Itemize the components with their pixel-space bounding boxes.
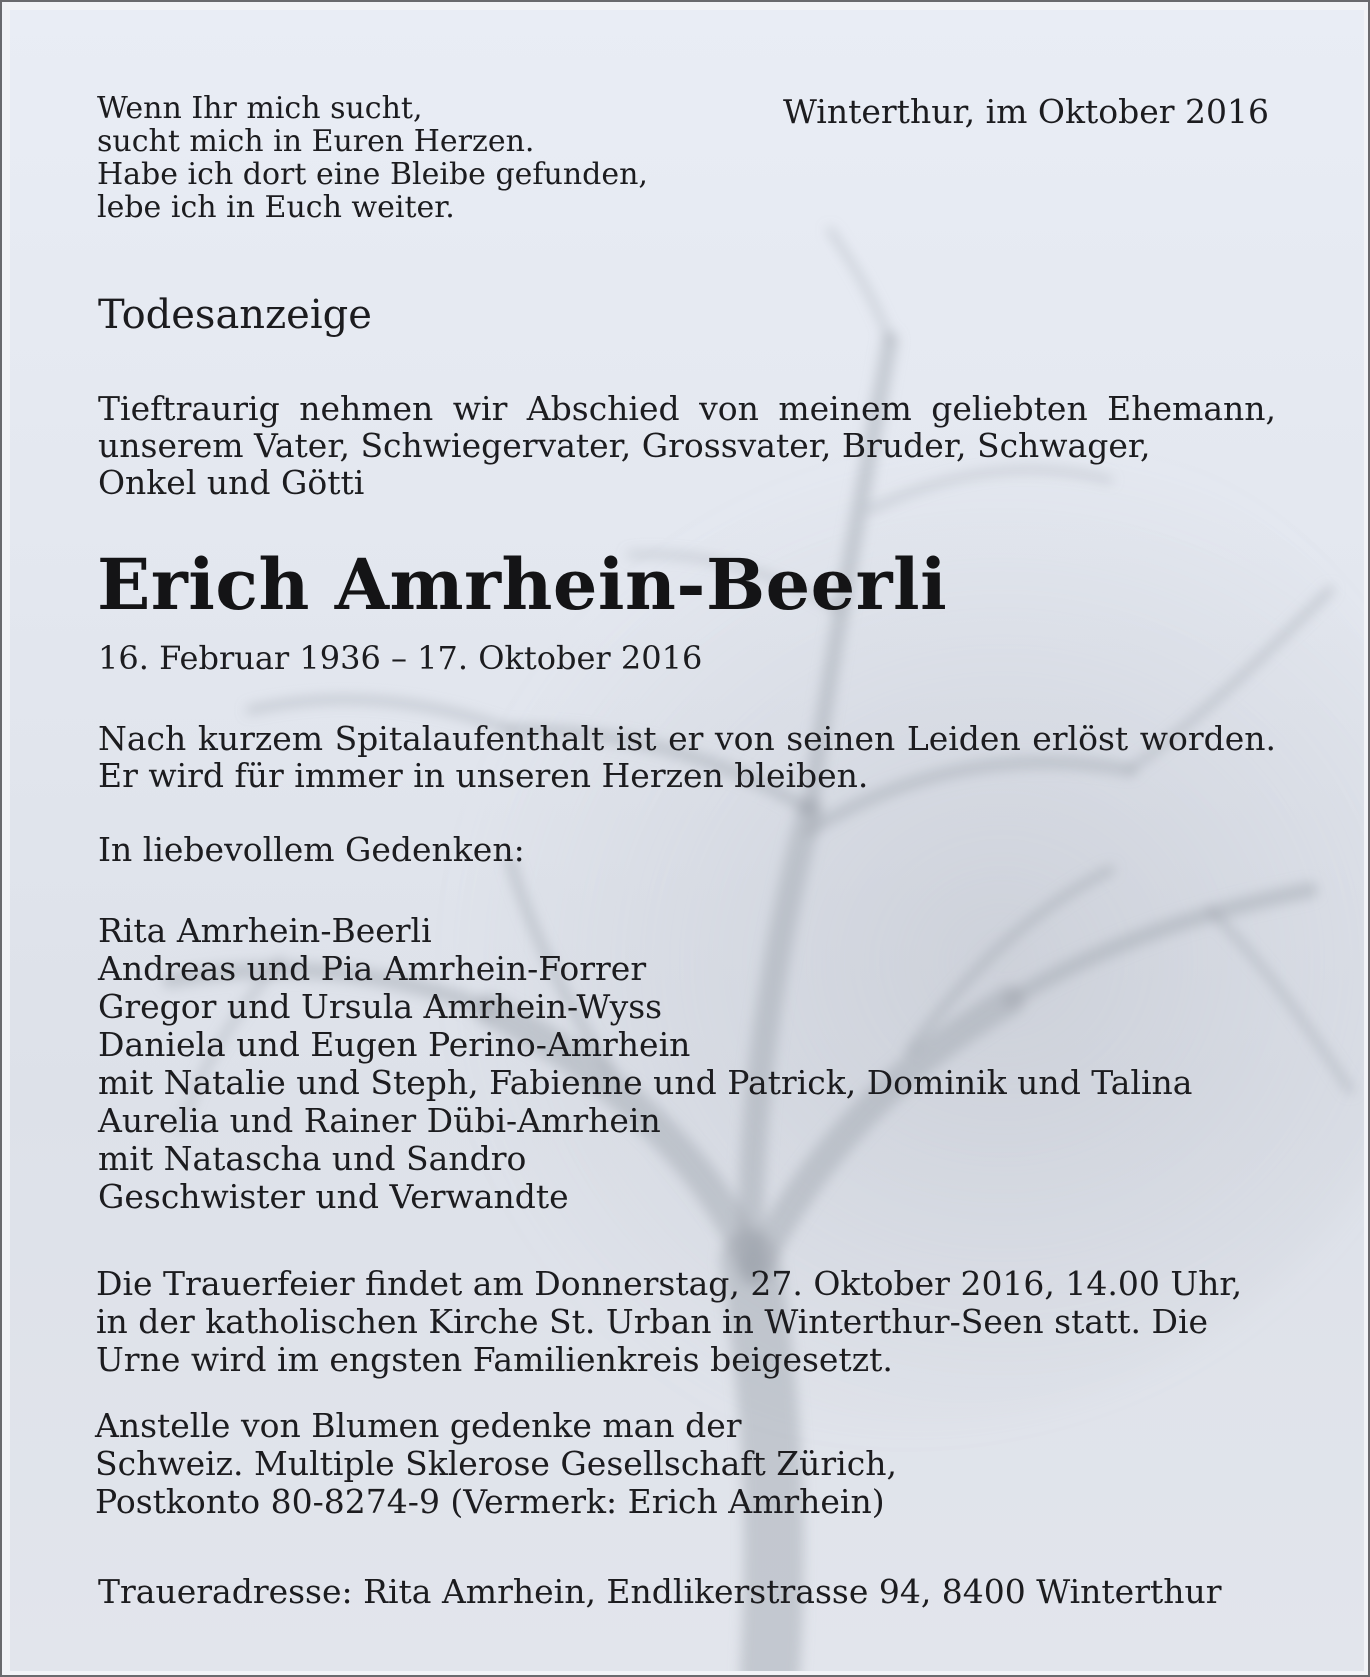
intro-line: Tieftraurig nehmen wir Abschied von meinem geliebten Ehemann, [98,389,1276,428]
mourners-list [98,912,1192,1216]
message-line: Nach kurzem Spitalaufenthalt ist er von seinen Leiden erlöst worden. [98,719,1276,758]
donation-info [95,1407,897,1521]
mourning-address: Traueradresse: Rita Amrhein, Endlikerstrasse 94, 8400 Winterthur [98,1572,1222,1611]
mourner-line: mit Natascha und Sandro [98,1139,527,1178]
place-date: Winterthur, im Oktober 2016 [782,92,1269,131]
mourner-line: Rita Amrhein-Beerli [98,911,432,950]
mourner-line: mit Natalie und Steph, Fabienne und Patrick, Dominik und Talina [98,1063,1193,1102]
donation-line: Anstelle von Blumen gedenke man der [95,1406,742,1445]
memory-label: In liebevollem Gedenken: [98,830,525,869]
poem-line: Habe ich dort eine Bleibe gefunden, [97,157,648,192]
farewell-message [98,720,1276,794]
intro-text [98,390,1276,501]
message-line: Er wird für immer in unseren Herzen bleiben. [98,756,869,795]
life-dates: 16. Februar 1936 – 17. Oktober 2016 [98,639,703,677]
donation-line: Schweiz. Multiple Sklerose Gesellschaft Zürich, [95,1444,897,1483]
notice-heading: Todesanzeige [98,292,372,338]
funeral-line: in der katholischen Kirche St. Urban in Winterthur-Seen statt. Die [96,1302,1209,1341]
mourner-line: Andreas und Pia Amrhein-Forrer [98,949,647,988]
funeral-line: Urne wird im engsten Familienkreis beigesetzt. [96,1340,893,1379]
intro-line: unserem Vater, Schwiegervater, Grossvater, Bruder, Schwager, [98,426,1151,465]
poem-line: lebe ich in Euch weiter. [97,190,455,225]
deceased-name: Erich Amrhein-Beerli [97,543,948,626]
poem-line: sucht mich in Euren Herzen. [97,124,535,159]
mourner-line: Aurelia und Rainer Dübi-Amrhein [98,1101,661,1140]
donation-line: Postkonto 80-8274-9 (Vermerk: Erich Amrhein) [95,1482,885,1521]
intro-line: Onkel und Götti [98,463,365,502]
death-notice [10,10,1364,1671]
poem-line: Wenn Ihr mich sucht, [97,91,423,126]
poem [97,92,648,224]
funeral-line: Die Trauerfeier findet am Donnerstag, 27. Oktober 2016, 14.00 Uhr, [96,1264,1243,1303]
mourner-line: Daniela und Eugen Perino-Amrhein [98,1025,691,1064]
mourner-line: Gregor und Ursula Amrhein-Wyss [98,987,663,1026]
mourner-line: Geschwister und Verwandte [98,1177,569,1216]
funeral-info [96,1265,1242,1379]
